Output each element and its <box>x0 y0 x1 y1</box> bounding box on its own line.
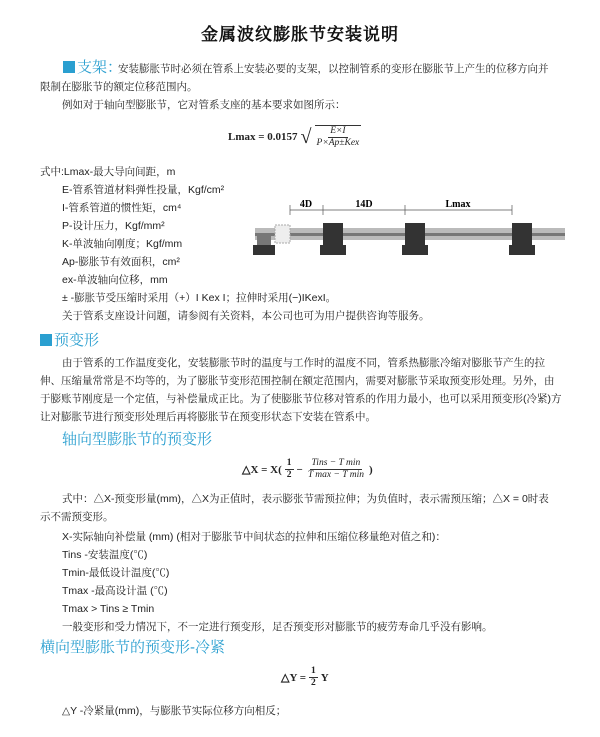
denominator: T max − T min <box>307 470 365 480</box>
temp-fraction <box>306 458 366 481</box>
paragraph-line: 伸、压缩量常常是不均等的，为了膨胀节变形范围控制在额定范围内，需要对膨胀节采取预变形处理。另外，由 <box>40 375 555 387</box>
numerator: E×I <box>330 126 346 136</box>
close-paren: ) <box>369 463 373 476</box>
numerator: 1 <box>286 458 292 468</box>
section-heading-support <box>63 59 122 77</box>
formula-fraction <box>315 125 362 149</box>
label-4d: 4D <box>299 199 313 210</box>
denominator: 2 <box>286 470 292 480</box>
paragraph-line: 由于管系的工作温度变化，安装膨胀节时的温度与工作时的温度不同，管系热膨胀冷缩对膨胀节产生的拉 <box>62 357 545 369</box>
subheading-lateral: 横向型膨胀节的预变形-冷紧 <box>40 639 225 656</box>
def-line: ex-单波轴向位移，mm <box>62 274 168 286</box>
def-line: P-设计压力，Kgf/mm² <box>62 220 165 232</box>
bellows-icon <box>275 225 290 243</box>
delta-y-formula <box>281 666 329 689</box>
paragraph-line: 让对膨胀节进行预变形处理后再将膨胀节在预变形状态下安装在管系中。 <box>40 411 376 423</box>
support-example: 例如对于轴向型膨胀节，它对管系支座的基本要求如图所示： <box>62 99 346 111</box>
numerator: Tins − T min <box>311 458 361 468</box>
subheading-axial: 轴向型膨胀节的预变形 <box>62 431 213 448</box>
minus-sign: − <box>296 463 303 476</box>
axial-line: Tmin-最低设计温度(℃) <box>62 567 170 579</box>
paragraph-line: 于膨账节刚度是一个定值，与补偿量成正比。为了使膨胀节位移对管系的作用力最小，也可以采用预变形(冷紧)方 <box>40 393 562 405</box>
label-14d: 14D <box>355 199 373 210</box>
def-line: K-单波轴向刚度；Kgf/mm <box>62 238 183 250</box>
def-line: ± -膨胀节受压缩时采用（+）I Kex I；拉伸时采用(−)IKexI。 <box>62 292 337 304</box>
section-heading-predeform <box>40 332 99 350</box>
delta-x-formula <box>242 458 373 481</box>
def-line: Ap-膨胀节有效面积，cm² <box>62 256 180 268</box>
axial-line: 式中：△X-预变形量(mm)，△X为正值时，表示膨张节需预拉伸；为负值时，表示需预压缩；△X = 0时表 <box>62 493 549 505</box>
page-title: 金属波纹膨胀节安装说明 <box>201 25 399 44</box>
formula-lhs: Lmax = 0.0157 <box>228 131 298 143</box>
axial-line: 一般变形和受力情况下，不一定进行预变形，足否预变形对膨胀节的疲劳寿命几乎没有影响。 <box>62 621 493 633</box>
half-fraction <box>285 458 294 481</box>
denominator: 2 <box>311 678 316 688</box>
sqrt-icon: √ <box>300 125 312 148</box>
axial-line: Tmax -最高设计温 (℃) <box>62 585 168 597</box>
denominator: P×Ap±Kex <box>316 138 360 148</box>
square-bullet-icon <box>63 61 75 73</box>
formula-lhs: △Y = <box>281 672 307 684</box>
support-spacing-diagram <box>250 195 570 270</box>
lateral-line: △Y -冷紧量(mm)，与膨胀节实际位移方向相反； <box>62 705 287 717</box>
def-line: 关于管系支座设计问题，请参阅有关资料，本公司也可为用户提供咨询等服务。 <box>62 310 430 322</box>
heading-text: 预变形 <box>54 332 100 349</box>
formula-rhs: Y <box>320 671 329 684</box>
heading-text: 支架： <box>77 59 123 76</box>
half-fraction <box>309 666 318 689</box>
label-lmax: Lmax <box>445 199 471 210</box>
lmax-formula <box>228 125 361 149</box>
numerator: 1 <box>311 666 316 676</box>
formula-lhs: △X = X( <box>242 464 282 476</box>
square-bullet-icon <box>40 334 52 346</box>
axial-line: X-实际轴向补偿量 (mm) (相对于膨胀节中间状态的拉伸和压缩位移量绝对值之和)： <box>62 531 446 543</box>
axial-line: 示不需预变形。 <box>40 511 114 523</box>
def-line: I-管系管道的惯性矩，cm⁴ <box>62 202 182 214</box>
def-line: E-管系管道材料弹性投量，Kgf/cm² <box>62 184 225 196</box>
support-intro-1: 安装膨胀节时必须在管系上安装必要的支架，以控制管系的变形在膨胀节上产生的位移方向并 <box>118 63 549 75</box>
def-line: 式中:Lmax-最大导向间距，m <box>40 166 176 178</box>
support-intro-2: 限制在膨胀节的额定位移范围内。 <box>40 81 198 93</box>
axial-line: Tmax > Tins ≥ Tmin <box>62 603 155 615</box>
axial-line: Tins -安装温度(℃) <box>62 549 148 561</box>
